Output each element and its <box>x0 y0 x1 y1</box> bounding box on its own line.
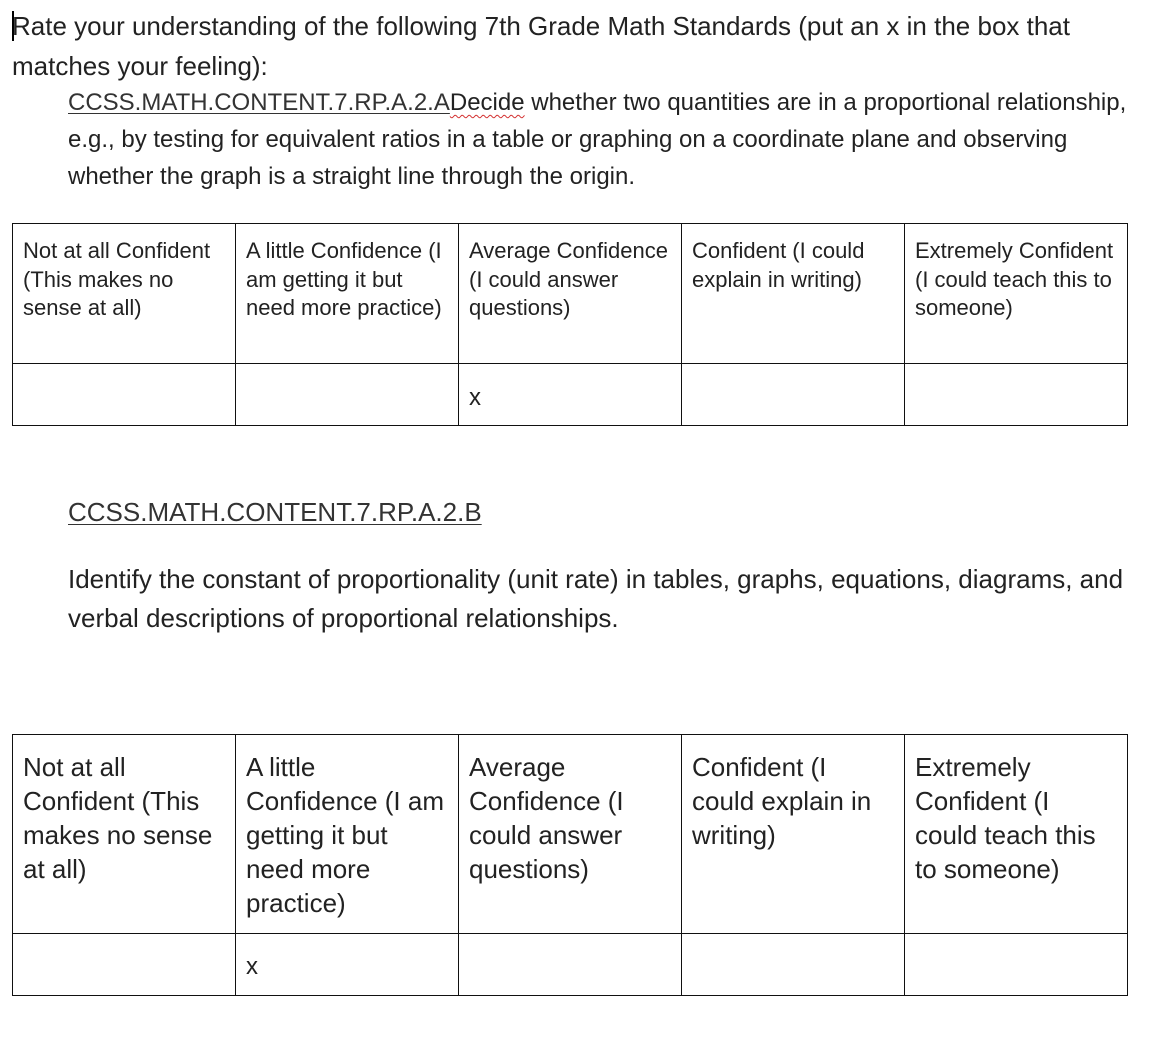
rating-cell-little-confidence[interactable]: x <box>236 934 459 996</box>
rating-cell-not-confident[interactable] <box>13 364 236 426</box>
rating-header-little-confidence: A little Confidence (I am getting it but need more practice) <box>236 224 459 364</box>
rating-header-row <box>13 735 1128 934</box>
rating-header-not-confident: Not at all Confident (This makes no sense at all) <box>13 735 236 934</box>
standard-2-code-link[interactable]: CCSS.MATH.CONTENT.7.RP.A.2.B <box>68 497 482 527</box>
standard-2-description: Identify the constant of proportionality (unit rate) in tables, graphs, equations, diagrams, and verbal descriptions of proportional relationships. <box>68 564 1124 633</box>
rating-header-average-confidence: Average Confidence (I could answer questions) <box>459 735 682 934</box>
standard-2-heading <box>68 495 482 529</box>
rating-cell-confident[interactable] <box>682 364 905 426</box>
rating-cell-extremely-confident[interactable] <box>905 364 1128 426</box>
rating-cell-confident[interactable] <box>682 934 905 996</box>
rating-cell-extremely-confident[interactable] <box>905 934 1128 996</box>
rating-header-extremely-confident: Extremely Confident (I could teach this to someone) <box>905 224 1128 364</box>
rating-cell-average-confidence[interactable]: x <box>459 364 682 426</box>
rating-header-row <box>13 224 1128 364</box>
standard-1-code-link[interactable]: CCSS.MATH.CONTENT.7.RP.A.2.A <box>68 89 450 116</box>
rating-header-confident: Confident (I could explain in writing) <box>682 735 905 934</box>
standard-1-first-word: Decide <box>449 89 525 116</box>
intro-text: Rate your understanding of the following 7th Grade Math Standards (put an x in the box that matches your feeling): <box>12 11 1070 81</box>
rating-cell-little-confidence[interactable] <box>236 364 459 426</box>
rating-header-average-confidence: Average Confidence (I could answer questions) <box>459 224 682 364</box>
rating-header-not-confident: Not at all Confident (This makes no sense at all) <box>13 224 236 364</box>
standard-1 <box>68 84 1138 195</box>
rating-header-little-confidence: A little Confidence (I am getting it but need more practice) <box>236 735 459 934</box>
standard-1-description: whether two quantities are in a proportional relationship, e.g., by testing for equivalent ratios in a table or graphing on a coordinate plane and observing whether the graph is a straight line through the origin. <box>68 89 1127 190</box>
rating-header-confident: Confident (I could explain in writing) <box>682 224 905 364</box>
rating-mark-row <box>13 934 1128 996</box>
rating-cell-not-confident[interactable] <box>13 934 236 996</box>
intro-instructions <box>12 6 1142 86</box>
rating-table-1 <box>12 223 1128 426</box>
rating-mark-row <box>13 364 1128 426</box>
rating-header-extremely-confident: Extremely Confident (I could teach this to someone) <box>905 735 1128 934</box>
rating-table-2 <box>12 734 1128 996</box>
rating-cell-average-confidence[interactable] <box>459 934 682 996</box>
